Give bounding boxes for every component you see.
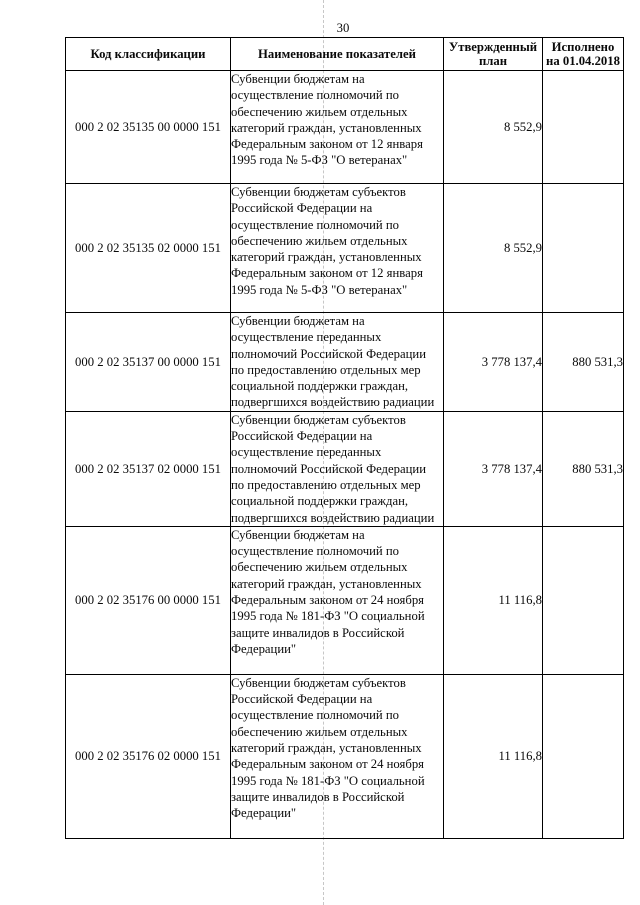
- cell-code: 000 2 02 35135 02 0000 151: [66, 184, 231, 313]
- cell-plan: 8 552,9: [444, 184, 543, 313]
- cell-executed: [543, 674, 624, 838]
- table-row: [66, 184, 624, 313]
- header-approved-plan: Утвержденный план: [444, 38, 543, 71]
- table-header: [66, 38, 624, 71]
- cell-code: 000 2 02 35137 02 0000 151: [66, 411, 231, 526]
- cell-name: Субвенции бюджетам субъектов Российской Федерации на осуществление полномочий по обеспечению жильем отдельных категорий граждан, установленных Федеральным законом от 12 января 1995 года № 5-ФЗ "О ветеранах": [231, 184, 444, 313]
- cell-name: Субвенции бюджетам на осуществление полномочий по обеспечению жильем отдельных категорий граждан, установленных Федеральным законом от 24 ноября 1995 года № 181-ФЗ "О социальной защите инвалидов в Российской Федерации": [231, 526, 444, 674]
- cell-code: 000 2 02 35135 00 0000 151: [66, 71, 231, 184]
- cell-plan: 11 116,8: [444, 674, 543, 838]
- cell-executed: 880 531,3: [543, 411, 624, 526]
- cell-code: 000 2 02 35176 00 0000 151: [66, 526, 231, 674]
- header-classification-code: Код классификации: [66, 38, 231, 71]
- cell-plan: 3 778 137,4: [444, 411, 543, 526]
- cell-executed: [543, 526, 624, 674]
- table-row: [66, 411, 624, 526]
- cell-code: 000 2 02 35137 00 0000 151: [66, 313, 231, 412]
- cell-name: Субвенции бюджетам субъектов Российской Федерации на осуществление полномочий по обеспечению жильем отдельных категорий граждан, установленных Федеральным законом от 24 ноября 1995 года № 181-ФЗ "О социальной защите инвалидов в Российской Федерации": [231, 674, 444, 838]
- table-body: [66, 71, 624, 839]
- cell-plan: 3 778 137,4: [444, 313, 543, 412]
- cell-plan: 11 116,8: [444, 526, 543, 674]
- cell-executed: [543, 184, 624, 313]
- table-row: [66, 526, 624, 674]
- cell-executed: [543, 71, 624, 184]
- cell-executed: 880 531,3: [543, 313, 624, 412]
- cell-name: Субвенции бюджетам на осуществление переданных полномочий Российской Федерации по предоставлению отдельных мер социальной поддержки граждан, подвергшихся воздействию радиации: [231, 313, 444, 412]
- table-row: [66, 674, 624, 838]
- table-row: [66, 71, 624, 184]
- cell-name: Субвенции бюджетам субъектов Российской Федерации на осуществление переданных полномочий Российской Федерации по предоставлению отдельных мер социальной поддержки граждан, подвергшихся воздействию радиации: [231, 411, 444, 526]
- header-row: [66, 38, 624, 71]
- cell-plan: 8 552,9: [444, 71, 543, 184]
- page-number: 30: [336, 21, 350, 35]
- header-indicator-name: Наименование показателей: [231, 38, 444, 71]
- table-row: [66, 313, 624, 412]
- cell-name: Субвенции бюджетам на осуществление полномочий по обеспечению жильем отдельных категорий граждан, установленных Федеральным законом от 12 января 1995 года № 5-ФЗ "О ветеранах": [231, 71, 444, 184]
- cell-code: 000 2 02 35176 02 0000 151: [66, 674, 231, 838]
- header-executed: Исполнено на 01.04.2018: [543, 38, 624, 71]
- budget-table: [65, 37, 624, 839]
